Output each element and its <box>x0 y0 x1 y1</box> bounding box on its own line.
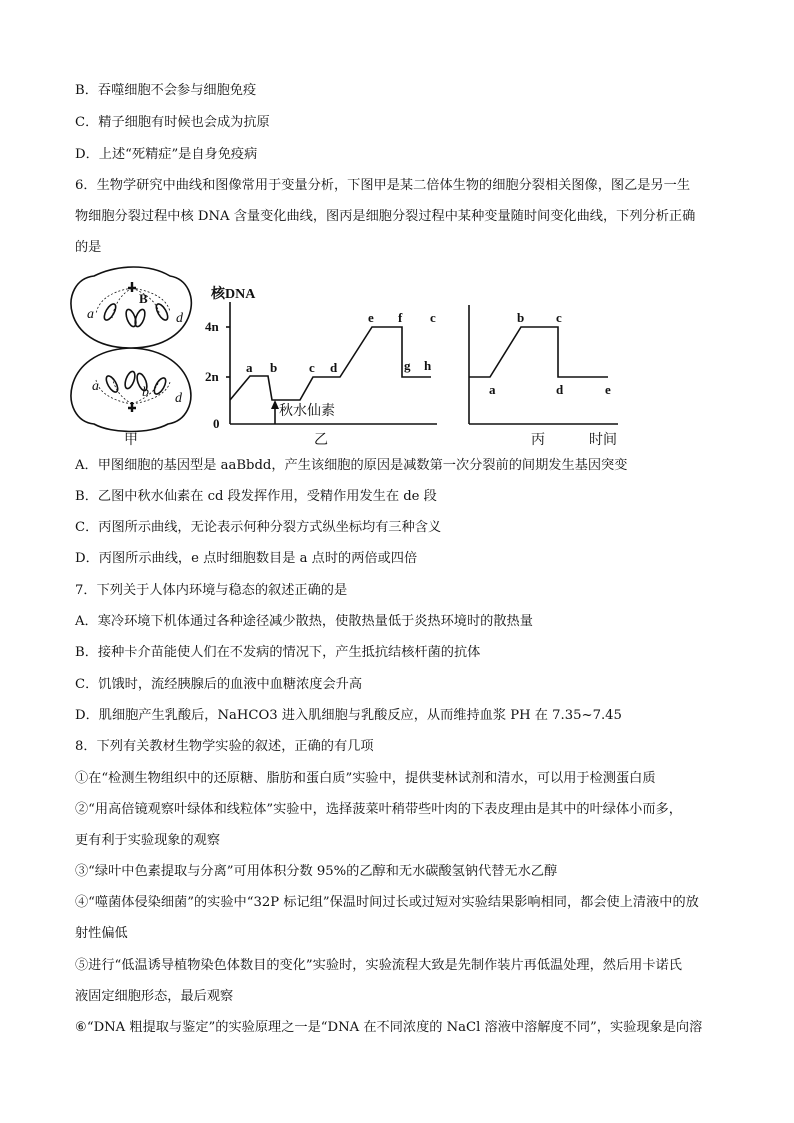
statement-continued: 更有利于实验现象的观察 <box>75 833 221 848</box>
gene-label: b <box>142 385 149 400</box>
option-a: A．甲图细胞的基因型是 aaBbdd，产生该细胞的原因是减数第一次分裂前的间期发生基因突变 <box>75 458 628 473</box>
gene-label: a <box>87 307 94 322</box>
line: B．吞噬细胞不会参与细胞免疫 <box>75 83 257 98</box>
point-label: e <box>605 382 611 397</box>
line: 的是 <box>75 240 102 255</box>
option-c: C．丙图所示曲线，无论表示何种分裂方式纵坐标均有三种含义 <box>75 520 442 535</box>
y-tick: 4n <box>205 319 219 334</box>
line: C．精子细胞有时候也会成为抗原 <box>75 115 270 130</box>
point-label: d <box>556 382 564 397</box>
figure-caption-jia: 甲 <box>124 433 138 448</box>
point-label: c <box>309 360 315 375</box>
y-tick: 2n <box>205 369 219 384</box>
line: 物细胞分裂过程中核 DNA 含量变化曲线，图丙是细胞分裂过程中某种变量随时间变化曲线，下列分析正确 <box>75 209 696 224</box>
statement-continued: 液固定细胞形态，最后观察 <box>75 989 234 1004</box>
gene-label: d <box>175 391 182 406</box>
option-b: B．乙图中秋水仙素在 cd 段发挥作用，受精作用发生在 de 段 <box>75 489 437 504</box>
point-label: c <box>556 310 562 325</box>
question-8-stem: 8．下列有关教材生物学实验的叙述，正确的有几项 <box>75 739 374 754</box>
point-label: e <box>368 310 374 325</box>
y-axis-label: 核DNA <box>211 287 256 302</box>
statement: ④“噬菌体侵染细菌”的实验中“32P 标记组”保温时间过长或过短对实验结果影响相同，都会使上清液中的放 <box>75 895 699 910</box>
point-label: b <box>517 310 525 325</box>
option-a: A．寒冷环境下机体通过各种途径减少散热，使散热量低于炎热环境时的散热量 <box>75 614 533 629</box>
line: D．上述“死精症”是自身免疫病 <box>75 147 258 162</box>
figure-bing <box>469 305 618 424</box>
point-label: d <box>330 360 338 375</box>
gene-label: d <box>176 311 183 326</box>
option-d: D．肌细胞产生乳酸后，NaHCO3 进入肌细胞与乳酸反应，从而维持血浆 PH 在 7.35~7.45 <box>75 708 622 723</box>
point-label: g <box>404 358 411 373</box>
gene-label: B <box>139 291 148 306</box>
y-tick: 0 <box>213 416 220 431</box>
gene-label: a <box>92 379 99 394</box>
statement: ②“用高倍镜观察叶绿体和线粒体”实验中，选择菠菜叶稍带些叶肉的下表皮理由是其中的叶绿体小而多， <box>75 802 682 817</box>
point-label: f <box>398 310 403 325</box>
colchicine-label: 秋水仙素 <box>279 404 335 419</box>
option-b: B．接种卡介苗能使人们在不发病的情况下，产生抵抗结核杆菌的抗体 <box>75 645 481 660</box>
point-label: h <box>424 358 432 373</box>
statement-continued: 射性偏低 <box>75 926 128 941</box>
question-7-stem: 7．下列关于人体内环境与稳态的叙述正确的是 <box>75 583 348 598</box>
question-6-stem: 6．生物学研究中曲线和图像常用于变量分析，下图甲是某二倍体生物的细胞分裂相关图像，图乙是另一生 <box>75 178 691 193</box>
statement: ①在“检测生物组织中的还原糖、脂肪和蛋白质”实验中，提供斐林试剂和清水，可以用于检测蛋白质 <box>75 771 656 786</box>
statement: ⑥“DNA 粗提取与鉴定”的实验原理之一是“DNA 在不同浓度的 NaCl 溶液中溶解度不同”，实验现象是向溶 <box>75 1020 703 1035</box>
figure-caption-bing: 丙 <box>531 433 545 448</box>
point-label: c <box>430 310 436 325</box>
bing-curve <box>469 327 608 377</box>
option-c: C．饥饿时，流经胰腺后的血液中血糖浓度会升高 <box>75 677 363 692</box>
statement: ③“绿叶中色素提取与分离”可用体积分数 95%的乙醇和无水碳酸氢钠代替无水乙醇 <box>75 864 558 879</box>
point-label: a <box>246 360 253 375</box>
figure-jia <box>71 267 191 432</box>
statement: ⑤进行“低温诱导植物染色体数目的变化”实验时，实验流程大致是先制作装片再低温处理，然后用卡诺氏 <box>75 958 682 973</box>
option-d: D．丙图所示曲线，e 点时细胞数目是 a 点时的两倍或四倍 <box>75 551 418 566</box>
point-label: b <box>270 360 278 375</box>
point-label: a <box>489 382 496 397</box>
x-axis-label: 时间 <box>589 433 617 448</box>
figure-caption-yi: 乙 <box>314 433 328 448</box>
